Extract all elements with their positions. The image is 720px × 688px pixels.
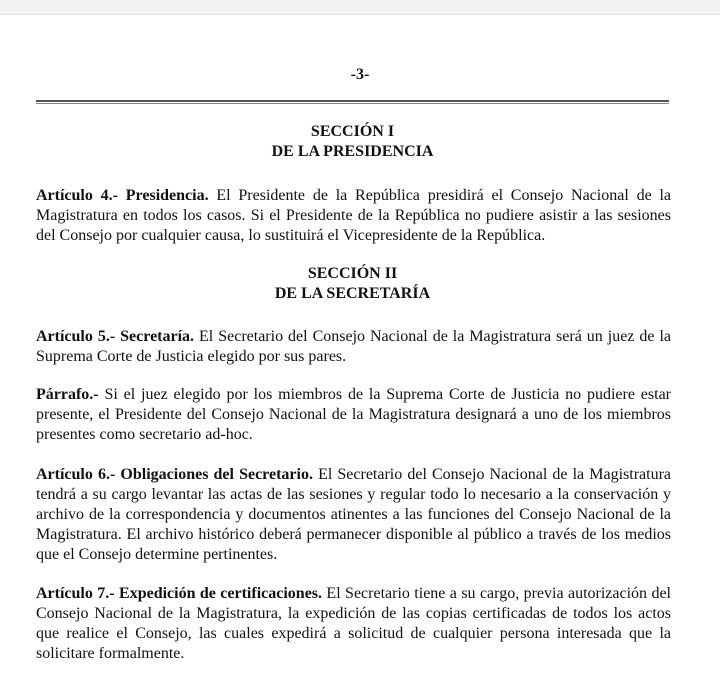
article-heading: Artículo 6.- Obligaciones del Secretario. — [36, 466, 313, 483]
section-subtitle: DE LA PRESIDENCIA — [271, 143, 434, 160]
article-heading: Artículo 7.- Expedición de certificaciones. — [36, 585, 323, 602]
paragraph-heading: Párrafo.- — [36, 386, 99, 403]
section-subtitle: DE LA SECRETARÍA — [274, 285, 431, 302]
article-paragraph — [36, 186, 671, 246]
header-rule — [36, 100, 669, 102]
article-text: El Presidente de la República presidirá el Consejo Nacional de la Magistratura en todos los casos. Si el Presidente de la República no pudiere asistir a las sesiones del Consejo por cualquier causa, lo sustituirá el Vicepresidente de la República. — [36, 187, 672, 244]
article-heading: Artículo 5.- Secretaría. — [36, 328, 195, 345]
article-text: El Secretario del Consejo Nacional de la Magistratura tendrá a su cargo levantar las actas de las sesiones y regular todo lo necesario a la conservación y archivo de la correspondencia y documentos atinentes a las funciones del Consejo Nacional de la Magistratura. El archivo histórico deberá permanecer disponible al público a través de los medios que el Consejo determine pertinentes. — [36, 466, 672, 563]
section-heading-2 — [36, 264, 669, 304]
article-paragraph — [36, 584, 671, 664]
article-text: El Secretario tiene a su cargo, previa autorización del Consejo Nacional de la Magistratura, la expedición de las copias certificadas de todos los actos que realice el Consejo, las cuales expedirá a solicitud de cualquier persona interesada que la solicitare formalmente. — [36, 585, 671, 662]
article-paragraph — [36, 465, 671, 565]
section-heading-1 — [36, 122, 669, 162]
article-paragraph — [36, 327, 671, 367]
article-heading: Artículo 4.- Presidencia. — [36, 187, 209, 204]
header-rule-secondary — [36, 103, 669, 104]
article-text: El Secretario del Consejo Nacional de la Magistratura será un juez de la Suprema Corte de Justicia elegido por sus pares. — [36, 328, 672, 365]
article-paragraph — [36, 385, 671, 445]
section-title: SECCIÓN II — [307, 265, 398, 282]
section-title: SECCIÓN I — [310, 123, 395, 140]
page-number: -3- — [350, 66, 370, 83]
article-text: Si el juez elegido por los miembros de la Suprema Corte de Justicia no pudiere estar presente, el Presidente del Consejo Nacional de la Magistratura designará a uno de los miembros presentes como secretario ad-hoc. — [36, 386, 671, 443]
